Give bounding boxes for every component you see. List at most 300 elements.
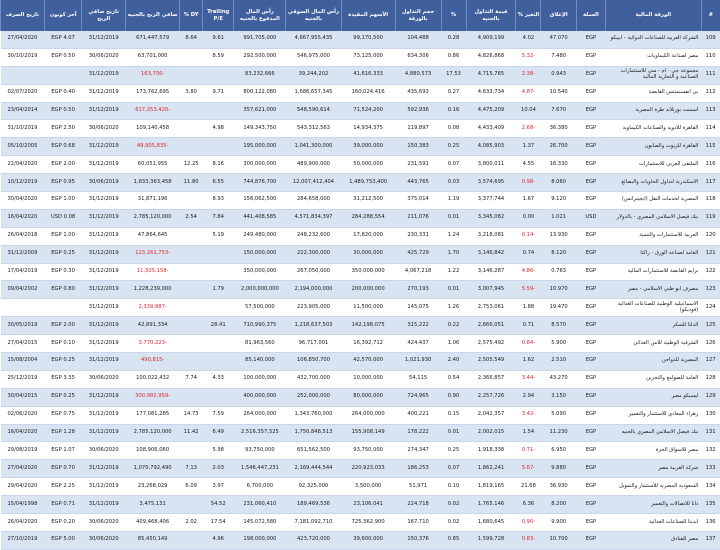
cell-change-pct: 21.68 xyxy=(516,478,541,496)
cell-market-cap: 12,007,412,404 xyxy=(286,174,341,192)
cell-value-pct: 0.86 xyxy=(441,48,466,66)
cell-traded-value: 2,366,857 xyxy=(466,370,516,388)
cell-traded-value: 3,377,744 xyxy=(466,192,516,210)
cell-value-pct: 0.10 xyxy=(441,478,466,496)
cell-change-pct: 4.02 xyxy=(516,31,541,48)
cell-dy: 7.13 xyxy=(180,460,203,478)
cell-close: 7.480 xyxy=(541,48,576,66)
cell-profit-date: 31/12/2019 xyxy=(82,156,126,174)
cell-paid-capital: 149,343,750 xyxy=(234,120,286,138)
cell-change-pct: -0.83 xyxy=(516,531,541,549)
cell-market-cap: 546,975,000 xyxy=(286,48,341,66)
cell-trailing-pe: 8.93 xyxy=(203,192,234,210)
cell-paid-capital: 800,122,080 xyxy=(234,84,286,102)
table-row[interactable] xyxy=(1,460,720,478)
cell-payment-date: 30/05/2019 xyxy=(1,317,45,335)
cell-profit-date: 31/12/2019 xyxy=(82,353,126,371)
cell-listed-shares: 73,125,000 xyxy=(341,48,395,66)
cell-profit-date: 31/12/2019 xyxy=(82,102,126,120)
cell-net-profit: 2,785,120,000 xyxy=(126,209,180,227)
cell-dy xyxy=(180,48,203,66)
table-row[interactable] xyxy=(1,424,720,442)
cell-security: مصرف ابو ظبي الاسلامي - مصر xyxy=(605,281,701,299)
cell-change-pct: 4.55 xyxy=(516,156,541,174)
cell-dy: 8.64 xyxy=(180,31,203,48)
cell-listed-shares: 71,524,200 xyxy=(341,102,395,120)
cell-currency: EGP xyxy=(576,388,605,406)
cell-market-cap: 267,050,000 xyxy=(286,263,341,281)
cell-market-cap: 92,325,000 xyxy=(286,478,341,496)
cell-market-cap: 106,850,700 xyxy=(286,353,341,371)
cell-profit-date: 31/12/2019 xyxy=(82,335,126,353)
cell-market-cap: 248,232,600 xyxy=(286,227,341,245)
cell-market-cap: 1,041,300,000 xyxy=(286,138,341,156)
cell-trailing-pe xyxy=(203,245,234,263)
cell-payment-date: 23/04/2014 xyxy=(1,102,45,120)
cell-paid-capital: 2,000,000,000 xyxy=(234,281,286,299)
cell-trailing-pe xyxy=(203,388,234,406)
cell-index: 116 xyxy=(701,156,720,174)
cell-profit-date: 31/12/2019 xyxy=(82,424,126,442)
table-row[interactable] xyxy=(1,531,720,549)
cell-traded-volume: 231,591 xyxy=(395,156,441,174)
cell-close: 3.150 xyxy=(541,388,576,406)
cell-close: 0.943 xyxy=(541,66,576,84)
cell-traded-volume: 167,710 xyxy=(395,514,441,532)
cell-profit-date: 30/06/2020 xyxy=(82,514,126,532)
cell-traded-volume: 178,222 xyxy=(395,424,441,442)
table-row[interactable] xyxy=(1,245,720,263)
table-row[interactable] xyxy=(1,299,720,317)
cell-net-profit: 100,022,432 xyxy=(126,370,180,388)
cell-listed-shares: 50,000,000 xyxy=(341,156,395,174)
table-row[interactable] xyxy=(1,120,720,138)
cell-profit-date: 30/06/2020 xyxy=(82,531,126,549)
cell-close: 16.330 xyxy=(541,156,576,174)
table-body xyxy=(1,31,720,549)
col-header-traded-value[interactable]: قيمة التداول بالجنيه xyxy=(466,0,516,31)
cell-close: 8.570 xyxy=(541,317,576,335)
cell-value-pct: 0.90 xyxy=(441,388,466,406)
cell-trailing-pe: 8.16 xyxy=(203,156,234,174)
table-row[interactable] xyxy=(1,156,720,174)
cell-change-pct: -0.90 xyxy=(516,514,541,532)
cell-security: بنك فيصل الاسلامي المصري - بالدولار xyxy=(605,209,701,227)
cell-listed-shares: 264,000,000 xyxy=(341,406,395,424)
col-header-payment-date[interactable]: تاريخ الصرف xyxy=(1,0,45,31)
cell-net-profit: 31,871,196 xyxy=(126,192,180,210)
cell-change-pct: 6.36 xyxy=(516,496,541,514)
cell-security: السعودية المصرية للاستثمار والتمويل xyxy=(605,478,701,496)
cell-net-profit: 1,228,239,000 xyxy=(126,281,180,299)
cell-value-pct: 0.28 xyxy=(441,31,466,48)
table-row[interactable] xyxy=(1,209,720,227)
cell-close: 43.270 xyxy=(541,370,576,388)
cell-traded-value: 2,505,549 xyxy=(466,353,516,371)
cell-paid-capital: 85,140,000 xyxy=(234,353,286,371)
cell-currency: EGP xyxy=(576,317,605,335)
cell-paid-capital: 195,000,000 xyxy=(234,138,286,156)
cell-traded-value: 2,575,492 xyxy=(466,335,516,353)
cell-traded-volume: 270,193 xyxy=(395,281,441,299)
cell-trailing-pe xyxy=(203,335,234,353)
cell-security: اسمنت بورتلاند طرة المصرية xyxy=(605,102,701,120)
cell-value-pct: 0.08 xyxy=(441,120,466,138)
cell-trailing-pe: 6.49 xyxy=(203,424,234,442)
cell-index: 115 xyxy=(701,138,720,156)
cell-payment-date: 25/12/2019 xyxy=(1,370,45,388)
cell-security: مجموعة جي - ام - سي للاستثمارات الصناعية و التجارية المالية xyxy=(605,66,701,84)
cell-net-profit: 2,785,120,000 xyxy=(126,424,180,442)
cell-security: مصر للاسواق الحرة xyxy=(605,442,701,460)
cell-traded-value: 2,257,726 xyxy=(466,388,516,406)
cell-payment-date: 30/10/2019 xyxy=(1,48,45,66)
cell-profit-date: 31/12/2019 xyxy=(82,496,126,514)
cell-market-cap: 222,300,000 xyxy=(286,245,341,263)
cell-index: 127 xyxy=(701,353,720,371)
cell-listed-shares: 725,362,900 xyxy=(341,514,395,532)
cell-change-pct: -2.38 xyxy=(516,66,541,84)
cell-traded-value: 4,633,734 xyxy=(466,84,516,102)
cell-security: بي انفستمنتس القابضة xyxy=(605,84,701,102)
cell-market-cap: 651,562,500 xyxy=(286,442,341,460)
cell-payment-date: 27/10/2019 xyxy=(1,531,45,549)
cell-trailing-pe xyxy=(203,299,234,317)
cell-change-pct: 2.94 xyxy=(516,388,541,406)
cell-trailing-pe: 5.19 xyxy=(203,227,234,245)
cell-dy xyxy=(180,66,203,84)
cell-paid-capital: 350,000,000 xyxy=(234,263,286,281)
table-row[interactable] xyxy=(1,281,720,299)
cell-close: 8.060 xyxy=(541,174,576,192)
col-header-change-pct[interactable]: التغير % xyxy=(516,0,541,31)
cell-listed-shares: 200,000,000 xyxy=(341,281,395,299)
table-row[interactable] xyxy=(1,478,720,496)
cell-dy: 11.80 xyxy=(180,174,203,192)
col-header-traded-volume[interactable]: حجم التداول بالورقة xyxy=(395,0,441,31)
cell-traded-value: 4,715,765 xyxy=(466,66,516,84)
cell-net-profit: 409,468,406 xyxy=(126,514,180,532)
cell-traded-volume: 54,115 xyxy=(395,370,441,388)
cell-currency: EGP xyxy=(576,281,605,299)
cell-last-coupon: EGP 0.68 xyxy=(44,138,81,156)
cell-listed-shares: 80,000,000 xyxy=(341,388,395,406)
cell-change-pct: -0.84 xyxy=(516,335,541,353)
cell-value-pct: 0.25 xyxy=(441,138,466,156)
cell-index: 112 xyxy=(701,84,720,102)
table-row[interactable] xyxy=(1,317,720,335)
cell-traded-volume: 724,965 xyxy=(395,388,441,406)
cell-change-pct: -0.98 xyxy=(516,174,541,192)
col-header-market-cap[interactable]: رأس المال السوقي بالجنيه xyxy=(286,0,341,31)
col-header-security[interactable]: الورقة المالية xyxy=(605,0,701,31)
table-row[interactable] xyxy=(1,514,720,532)
cell-trailing-pe xyxy=(203,102,234,120)
cell-traded-volume: 119,897 xyxy=(395,120,441,138)
col-header-close[interactable]: الإغلاق xyxy=(541,0,576,31)
cell-listed-shares: 99,170,500 xyxy=(341,31,395,48)
cell-dy: 12.25 xyxy=(180,156,203,174)
cell-last-coupon xyxy=(44,66,81,84)
cell-value-pct: 1.22 xyxy=(441,263,466,281)
cell-index: 128 xyxy=(701,370,720,388)
cell-currency: EGP xyxy=(576,299,605,317)
cell-profit-date: 31/12/2019 xyxy=(82,263,126,281)
cell-close: 2.510 xyxy=(541,353,576,371)
cell-close: 6.950 xyxy=(541,442,576,460)
table-row[interactable] xyxy=(1,370,720,388)
cell-paid-capital: 300,000,000 xyxy=(234,156,286,174)
cell-change-pct: 1.37 xyxy=(516,138,541,156)
cell-close: 19.470 xyxy=(541,299,576,317)
cell-change-pct: -3.42 xyxy=(516,406,541,424)
cell-index: 125 xyxy=(701,317,720,335)
table-row[interactable] xyxy=(1,496,720,514)
cell-profit-date: 31/12/2019 xyxy=(82,478,126,496)
table-row[interactable] xyxy=(1,353,720,371)
cell-traded-volume: 315,222 xyxy=(395,317,441,335)
cell-value-pct: 1.26 xyxy=(441,299,466,317)
cell-last-coupon: EGP 0.25 xyxy=(44,388,81,406)
cell-market-cap: 1,343,760,000 xyxy=(286,406,341,424)
cell-paid-capital: 145,072,580 xyxy=(234,514,286,532)
cell-close: 9.880 xyxy=(541,460,576,478)
cell-last-coupon: EGP 0.80 xyxy=(44,281,81,299)
table-row[interactable] xyxy=(1,263,720,281)
cell-security: مصر للفنادق xyxy=(605,531,701,549)
cell-market-cap: 284,658,000 xyxy=(286,192,341,210)
cell-net-profit: 42,891,334 xyxy=(126,317,180,335)
cell-traded-value: 3,146,287 xyxy=(466,263,516,281)
cell-security: الشركة العربية للصناعات الدوائية - ايبيكو xyxy=(605,31,701,48)
table-row[interactable] xyxy=(1,388,720,406)
cell-market-cap: 7,181,092,710 xyxy=(286,514,341,532)
cell-last-coupon: EGP 2.00 xyxy=(44,317,81,335)
table-row[interactable] xyxy=(1,138,720,156)
col-header-trailing-pe[interactable]: Trailing P/E xyxy=(203,0,234,31)
table-row[interactable] xyxy=(1,227,720,245)
cell-traded-value: 2,002,015 xyxy=(466,424,516,442)
cell-close: 10.970 xyxy=(541,281,576,299)
cell-listed-shares: 11,500,000 xyxy=(341,299,395,317)
cell-dy: 2.02 xyxy=(180,514,203,532)
cell-trailing-pe: 7.84 xyxy=(203,209,234,227)
table-row[interactable] xyxy=(1,174,720,192)
cell-last-coupon: EGP 0.20 xyxy=(44,514,81,532)
cell-dy xyxy=(180,281,203,299)
cell-value-pct: 0.07 xyxy=(441,156,466,174)
cell-paid-capital: 710,990,375 xyxy=(234,317,286,335)
cell-trailing-pe: 5.98 xyxy=(203,442,234,460)
cell-last-coupon: EGP 0.50 xyxy=(44,48,81,66)
cell-traded-value: 4,909,199 xyxy=(466,31,516,48)
cell-close: 36.930 xyxy=(541,478,576,496)
cell-net-profit: 1,070,792,490 xyxy=(126,460,180,478)
cell-index: 120 xyxy=(701,227,720,245)
cell-security: العربية للاستثمارات والتنمية xyxy=(605,227,701,245)
cell-paid-capital: 81,963,560 xyxy=(234,335,286,353)
cell-security: دانا للاتصالات والتعمير xyxy=(605,496,701,514)
cell-net-profit: 3,475,131 xyxy=(126,496,180,514)
cell-paid-capital: 6,700,000 xyxy=(234,478,286,496)
cell-index: 134 xyxy=(701,478,720,496)
cell-close: 10.700 xyxy=(541,531,576,549)
header-row xyxy=(1,0,720,31)
cell-security: القاهرة للادوية والصناعات الكيماوية xyxy=(605,120,701,138)
table-row[interactable] xyxy=(1,192,720,210)
cell-value-pct: 0.01 xyxy=(441,281,466,299)
table-row[interactable] xyxy=(1,66,720,84)
cell-value-pct: 0.25 xyxy=(441,442,466,460)
cell-paid-capital: 441,408,585 xyxy=(234,209,286,227)
cell-payment-date: 17/04/2019 xyxy=(1,263,45,281)
table-row[interactable] xyxy=(1,31,720,48)
cell-market-cap: 543,312,563 xyxy=(286,120,341,138)
cell-change-pct: 1.88 xyxy=(516,299,541,317)
cell-trailing-pe: 6.55 xyxy=(203,174,234,192)
cell-profit-date: 31/12/2019 xyxy=(82,138,126,156)
cell-dy xyxy=(180,245,203,263)
cell-close: 13.930 xyxy=(541,227,576,245)
table-row[interactable] xyxy=(1,406,720,424)
table-row[interactable] xyxy=(1,442,720,460)
cell-traded-value: 3,345,082 xyxy=(466,209,516,227)
cell-payment-date: 26/04/2018 xyxy=(1,227,45,245)
cell-market-cap: 2,169,444,544 xyxy=(286,460,341,478)
cell-listed-shares: 41,616,333 xyxy=(341,66,395,84)
cell-traded-value: 4,085,903 xyxy=(466,138,516,156)
cell-net-profit: 23,268,029 xyxy=(126,478,180,496)
cell-traded-volume: 435,693 xyxy=(395,84,441,102)
cell-paid-capital: 57,500,000 xyxy=(234,299,286,317)
col-header-dy[interactable]: DY % xyxy=(180,0,203,31)
cell-dy xyxy=(180,102,203,120)
cell-traded-volume: 4,067,218 xyxy=(395,263,441,281)
cell-net-profit: 671,447,579 xyxy=(126,31,180,48)
cell-currency: EGP xyxy=(576,531,605,549)
cell-paid-capital: 991,705,000 xyxy=(234,31,286,48)
cell-traded-value: 3,800,011 xyxy=(466,156,516,174)
cell-currency: EGP xyxy=(576,227,605,245)
cell-trailing-pe: 9.71 xyxy=(203,84,234,102)
cell-currency: EGP xyxy=(576,48,605,66)
cell-change-pct: 0.00 xyxy=(516,209,541,227)
cell-market-cap: 39,244,202 xyxy=(286,66,341,84)
col-header-paid-capital[interactable]: رأس المال المدفوع بالجنيه xyxy=(234,0,286,31)
cell-value-pct: 0.01 xyxy=(441,209,466,227)
cell-close: 8.120 xyxy=(541,245,576,263)
cell-traded-volume: 186,253 xyxy=(395,460,441,478)
cell-value-pct: 0.16 xyxy=(441,102,466,120)
cell-net-profit: -163,756 xyxy=(126,66,180,84)
cell-listed-shares: 42,570,000 xyxy=(341,353,395,371)
cell-security: زهراء المعادي للاستثمار والتعمير xyxy=(605,406,701,424)
cell-change-pct: 10.04 xyxy=(516,102,541,120)
cell-net-profit: 173,762,695 xyxy=(126,84,180,102)
cell-value-pct: 0.07 xyxy=(441,460,466,478)
cell-security: الملتقى العربي للاستثمارات xyxy=(605,156,701,174)
cell-traded-volume: 150,376 xyxy=(395,531,441,549)
cell-traded-value: 3,574,695 xyxy=(466,174,516,192)
cell-change-pct: -3.44 xyxy=(516,370,541,388)
cell-market-cap: 189,469,536 xyxy=(286,496,341,514)
cell-close: 9.900 xyxy=(541,514,576,532)
cell-security: ايديتا للصناعات الغذائية xyxy=(605,514,701,532)
cell-listed-shares: 30,000,000 xyxy=(341,245,395,263)
cell-security: مصر لصناعة الكيماويات xyxy=(605,48,701,66)
cell-value-pct: 0.85 xyxy=(441,531,466,549)
table-row[interactable] xyxy=(1,102,720,120)
col-header-value-pct[interactable]: % xyxy=(441,0,466,31)
cell-currency: EGP xyxy=(576,84,605,102)
table-row[interactable] xyxy=(1,84,720,102)
cell-dy xyxy=(180,299,203,317)
cell-profit-date: 31/12/2019 xyxy=(82,281,126,299)
cell-dy xyxy=(180,227,203,245)
cell-last-coupon: EGP 0.50 xyxy=(44,102,81,120)
table-row[interactable] xyxy=(1,335,720,353)
cell-dy xyxy=(180,120,203,138)
cell-payment-date: 31/10/2019 xyxy=(1,120,45,138)
col-header-profit-date[interactable]: تاريخ صافي الربح xyxy=(82,0,126,31)
col-header-listed-shares[interactable]: الأسهم المقيدة xyxy=(341,0,395,31)
cell-change-pct: -2.68 xyxy=(516,120,541,138)
cell-profit-date: 31/12/2019 xyxy=(82,299,126,317)
cell-trailing-pe: 28.41 xyxy=(203,317,234,335)
cell-index: 126 xyxy=(701,335,720,353)
cell-dy: 2.54 xyxy=(180,209,203,227)
cell-currency: EGP xyxy=(576,156,605,174)
cell-close: 8.200 xyxy=(541,496,576,514)
cell-value-pct: 1.70 xyxy=(441,245,466,263)
cell-listed-shares: 142,198,075 xyxy=(341,317,395,335)
col-header-index[interactable]: # xyxy=(701,0,720,31)
cell-traded-volume: 443,765 xyxy=(395,174,441,192)
cell-market-cap: 2,194,000,000 xyxy=(286,281,341,299)
cell-currency: EGP xyxy=(576,514,605,532)
cell-traded-volume: 634,306 xyxy=(395,48,441,66)
cell-last-coupon: EGP 1.00 xyxy=(44,192,81,210)
col-header-currency[interactable]: العملة xyxy=(576,0,605,31)
cell-payment-date: 29/04/2020 xyxy=(1,478,45,496)
cell-payment-date: 29/08/2019 xyxy=(1,442,45,460)
cell-market-cap: 1,750,848,513 xyxy=(286,424,341,442)
cell-trailing-pe xyxy=(203,353,234,371)
cell-last-coupon: EGP 5.00 xyxy=(44,531,81,549)
cell-profit-date: 31/12/2019 xyxy=(82,245,126,263)
cell-profit-date: 31/12/2019 xyxy=(82,66,126,84)
cell-net-profit: 63,701,000 xyxy=(126,48,180,66)
cell-traded-volume: 375,014 xyxy=(395,192,441,210)
cell-profit-date: 30/06/2020 xyxy=(82,442,126,460)
cell-dy xyxy=(180,192,203,210)
col-header-net-profit[interactable]: صافي الربح بالجنيه xyxy=(126,0,180,31)
cell-payment-date xyxy=(1,66,45,84)
cell-dy xyxy=(180,317,203,335)
cell-net-profit: -11,505,158 xyxy=(126,263,180,281)
col-header-last-coupon[interactable]: آخر كوبون xyxy=(44,0,81,31)
cell-traded-value: 1,765,146 xyxy=(466,496,516,514)
cell-market-cap: 4,571,834,397 xyxy=(286,209,341,227)
cell-index: 110 xyxy=(701,48,720,66)
cell-payment-date: 02/07/2020 xyxy=(1,84,45,102)
cell-traded-value: 2,042,357 xyxy=(466,406,516,424)
cell-listed-shares: 31,212,500 xyxy=(341,192,395,210)
cell-dy: 3.80 xyxy=(180,84,203,102)
cell-security: العامة للصوامع والتخزين xyxy=(605,370,701,388)
table-row[interactable] xyxy=(1,48,720,66)
cell-profit-date: 31/12/2019 xyxy=(82,317,126,335)
